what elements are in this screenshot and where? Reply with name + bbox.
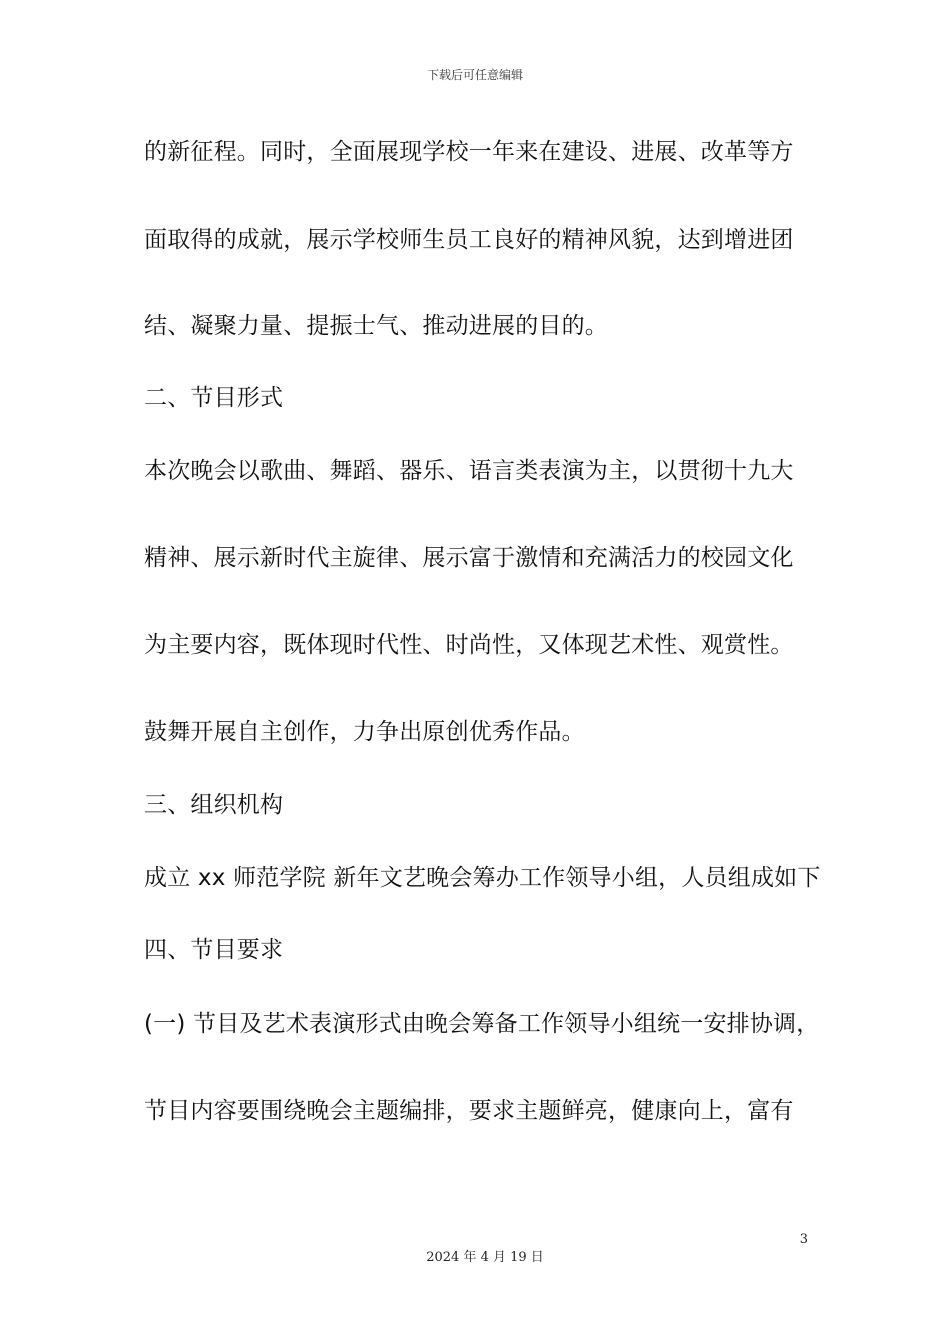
section-heading-program-format: 二、节目形式: [144, 385, 284, 411]
body-line-paragraph: 本次晚会以歌曲、舞蹈、器乐、语言类表演为主，以贯彻十九大: [144, 458, 794, 484]
body-line-paragraph: 节目内容要围绕晚会主题编排，要求主题鲜亮，健康向上，富有: [144, 1098, 794, 1124]
footer-date: 2024 年 4 月 19 日: [426, 1250, 544, 1265]
body-line-paragraph: 为主要内容，既体现时代性、时尚性，又体现艺术性、观赏性。: [144, 632, 794, 658]
body-line-paragraph: 精神、展示新时代主旋律、展示富于激情和充满活力的校园文化: [144, 545, 794, 571]
body-line-paragraph: (一) 节目及艺术表演形式由晚会筹备工作领导小组统一安排协调，: [144, 1011, 820, 1037]
body-line-paragraph: 面取得的成就，展示学校师生员工良好的精神风貌，达到增进团: [144, 227, 794, 253]
page-header: 下载后可任意编辑: [426, 68, 523, 82]
body-line-paragraph: 的新征程。同时，全面展现学校一年来在建设、进展、改革等方: [144, 139, 794, 165]
body-line-paragraph: 成立 xx 师范学院 新年文艺晚会筹办工作领导小组，人员组成如下: [144, 865, 821, 891]
body-line-paragraph: 鼓舞开展自主创作，力争出原创优秀作品。: [144, 719, 585, 745]
section-heading-program-requirements: 四、节目要求: [144, 937, 284, 963]
section-heading-organization: 三、组织机构: [144, 792, 284, 818]
body-line-paragraph: 结、凝聚力量、提振士气、推动进展的目的。: [144, 313, 608, 339]
page-number: 3: [799, 1232, 808, 1247]
